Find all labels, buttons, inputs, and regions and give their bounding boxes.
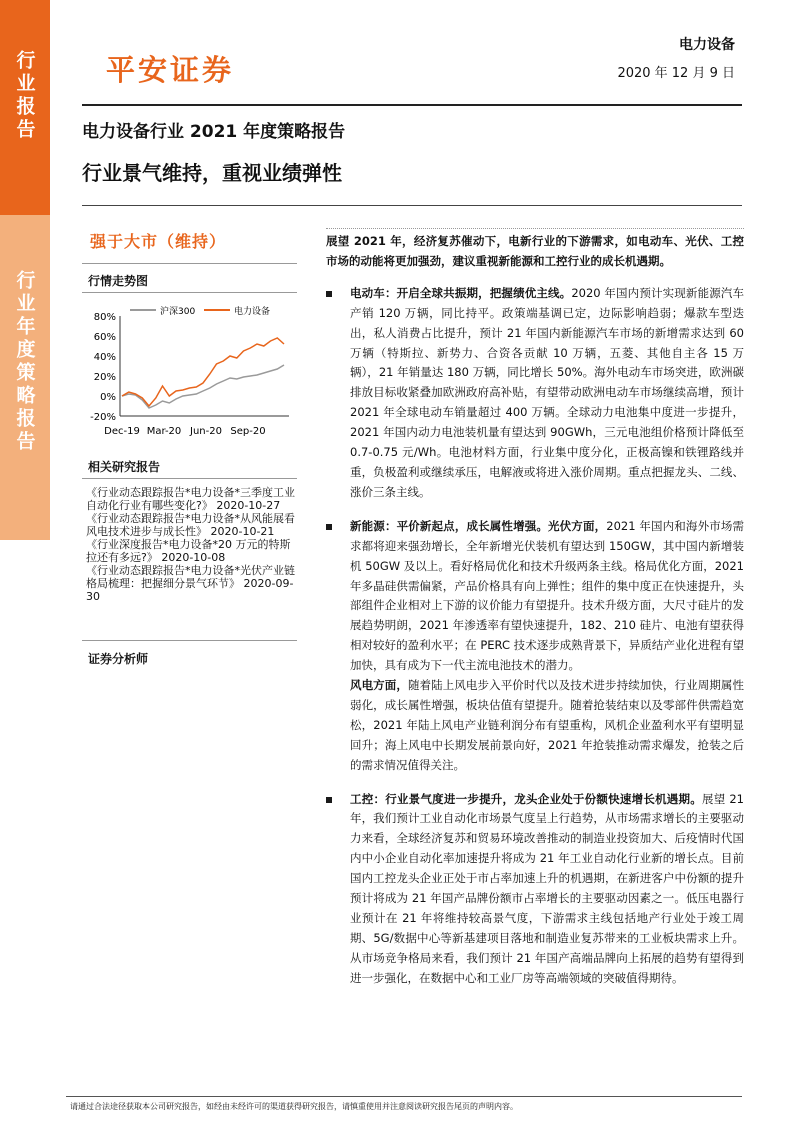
chart-label-divider	[82, 292, 297, 293]
report-link[interactable]: 《行业深度报告*电力设备*20 万元的特斯拉还有多远?》 2020-10-08	[86, 538, 291, 564]
x-tick-sep20: Sep-20	[230, 426, 266, 437]
bullet-square-icon	[326, 797, 332, 803]
report-date: 2020 年 12 月 9 日	[617, 66, 735, 81]
bullet-square-icon	[326, 524, 332, 530]
x-tick-mar20: Mar-20	[146, 426, 182, 437]
ic-heading: 工控：行业景气度进一步提升，龙头企业处于份额快速增长机遇期。	[350, 791, 702, 806]
wind-text: 随着陆上风电步入平价时代以及技术进步持续加快，行业周期属性弱化，成长属性增强，板块估值有望提升。随着抢装结束以及零部件供需趋宽松，2021 年陆上风电产业链利润分布有望重构，风机企业盈利水平有望明显回升；海上风电中长期发展前景向好，2021 年抢装推动需求爆发，抢装之后的需求情况值得关注。	[350, 678, 745, 772]
sidebar-top-band	[0, 0, 50, 215]
reports-divider	[82, 478, 297, 479]
series-line-hs300	[122, 365, 284, 408]
x-axis	[104, 426, 265, 437]
analyst-divider	[82, 640, 297, 641]
ic-text: 展望 21 年，我们预计工业自动化市场景气度呈上行趋势，从市场需求增长的主要驱动力来看，全球经济复苏和贸易环境改善推动的制造业投资加大、后疫情时代国内中小企业自动化率加速提升将成为 21 年工业自动化行业新的增长点。目前国内工控龙头企业正处于市占率加速上升的机遇期，在新进客户中份额的提升预计将成为 21 年国产品牌份额市占率增长的主要驱动因素之一。低压电器行业预计在 21 年将维持较高景气度，下游需求主线包括地产行业处于竣工周期、5G/数据中心等新基建项目落地和制造业复苏带来的工业板块需求上升。从市场竞争格局来看，我们预计 21 年国产高端品牌向上拓展的趋势有望得到进一步强化，在数据中心和工业厂房等高端领域的突破值得期待。	[350, 791, 744, 985]
y-axis	[90, 312, 116, 423]
intro-paragraph: 展望 2021 年，经济复苏催动下，电新行业的下游需求，如电动车、光伏、工控市场的动能将更加强劲，建议重视新能源和工控行业的成长机遇期。	[326, 234, 744, 268]
wind-heading: 风电方面，	[350, 678, 408, 693]
bullet-industrial-control	[326, 790, 744, 989]
header-divider	[82, 104, 742, 106]
sidebar-bottom-band	[0, 215, 50, 540]
report-link[interactable]: 《行业动态跟踪报告*电力设备*从风能展看风电技术进步与成长性》 2020-10-21	[86, 512, 295, 538]
y-tick-20: 20%	[93, 372, 116, 383]
y-tick-neg20: -20%	[90, 412, 116, 423]
y-tick-40: 40%	[93, 352, 116, 363]
reports-label: 相关研究报告	[88, 460, 161, 474]
y-tick-80: 80%	[93, 312, 116, 323]
title-divider	[82, 205, 742, 206]
ev-text: 2020 年国内预计实现新能源汽车产销 120 万辆，同比持平。政策端基调已定，边际影响趋弱；爆款车型迭出，私人消费占比提升，预计 21 年国内新能源汽车市场的新增需求达到 60 万辆（特斯拉、新势力、合资各贡献 10 万辆，五菱、其他自主各 15 万辆），21 年销量达 180 万辆，同比增长 50%。海外电动车市场突进，欧洲碳排放目标收紧叠加欧洲政府高补贴，有望带动欧洲电动车市场继续高增，预计 2021 年全球电动车销量超过 400 万辆。全球动力电池集中度进一步提升，2021 年国内动力电池装机量有望达到 90GWh，三元电池组价格预计降低至 0.7-0.75 元/Wh。电池材料方面，行业集中度分化，正极高镍和铁锂路线并重，负极盈利或继续承压，电解液或将进入涨价周期。重点把握龙头、二线、涨价三条主线。	[350, 285, 745, 499]
market-chart-svg	[84, 300, 299, 440]
report-title: 电力设备行业 2021 年度策略报告	[82, 122, 346, 142]
company-logo: 平安证券	[106, 53, 235, 87]
analyst-label: 证券分析师	[88, 652, 149, 666]
footer-disclaimer: 请通过合法途径获取本公司研究报告，如经由未经许可的渠道获得研究报告，请慎重使用并注意阅读研究报告尾页的声明内容。	[70, 1102, 518, 1111]
bullet-ev	[326, 284, 744, 503]
bullet-new-energy	[326, 517, 744, 776]
related-reports-list	[86, 486, 301, 603]
sidebar-bottom-label: 行业年度策略报告	[13, 270, 36, 454]
report-subtitle: 行业景气维持，重视业绩弹性	[82, 161, 342, 185]
x-tick-jun20: Jun-20	[190, 426, 222, 437]
report-link[interactable]: 《行业动态跟踪报告*电力设备*三季度工业自动化行业有哪些变化?》 2020-10-27	[86, 486, 295, 512]
chart-legend	[130, 305, 270, 317]
sidebar-top-label: 行业报告	[13, 50, 36, 142]
x-tick-dec19: Dec-19	[104, 426, 140, 437]
sector-name: 电力设备	[679, 37, 735, 53]
bullet-square-icon	[326, 291, 332, 297]
ev-heading: 电动车：开启全球共振期，把握绩优主线。	[350, 285, 572, 300]
y-tick-60: 60%	[93, 332, 116, 343]
series-line-power	[122, 338, 284, 406]
body-top-divider	[326, 228, 744, 230]
ne-heading: 新能源：平价新起点，成长属性增强。	[350, 518, 549, 533]
y-tick-0: 0%	[100, 392, 116, 403]
report-body	[326, 232, 744, 989]
rating: 强于大市（维持）	[90, 232, 227, 251]
legend-label-hs300: 沪深300	[160, 307, 196, 317]
rating-divider	[82, 263, 297, 264]
report-link[interactable]: 《行业动态跟踪报告*电力设备*光伏产业链格局梳理：把握细分景气环节》 2020-09-30	[86, 564, 295, 603]
chart-label: 行情走势图	[88, 274, 149, 288]
footer-divider	[66, 1096, 742, 1097]
legend-label-power: 电力设备	[234, 307, 271, 317]
pv-heading: 光伏方面，	[548, 518, 607, 533]
pv-text: 2021 年国内和海外市场需求都将迎来强劲增长，全年新增光伏装机有望达到 150GW，其中国内新增装机 50GW 及以上。看好格局优化和技术升级两条主线。格局优化方面，2021 年多晶硅供需偏紧，产品价格具有向上弹性；组件的集中度正在快速提升，头部组件企业相对上下游的议价能力有望提升。技术升级方面，大尺寸硅片的发展趋势明朗，2021 年渗透率有望快速提升，182、210 硅片、电池有望获得相对较好的盈利水平；在 PERC 技术逐步成熟背景下，异质结产业化进程有望加快，具有成为下一代主流电池技术的潜力。	[350, 518, 745, 673]
market-chart	[84, 300, 299, 444]
